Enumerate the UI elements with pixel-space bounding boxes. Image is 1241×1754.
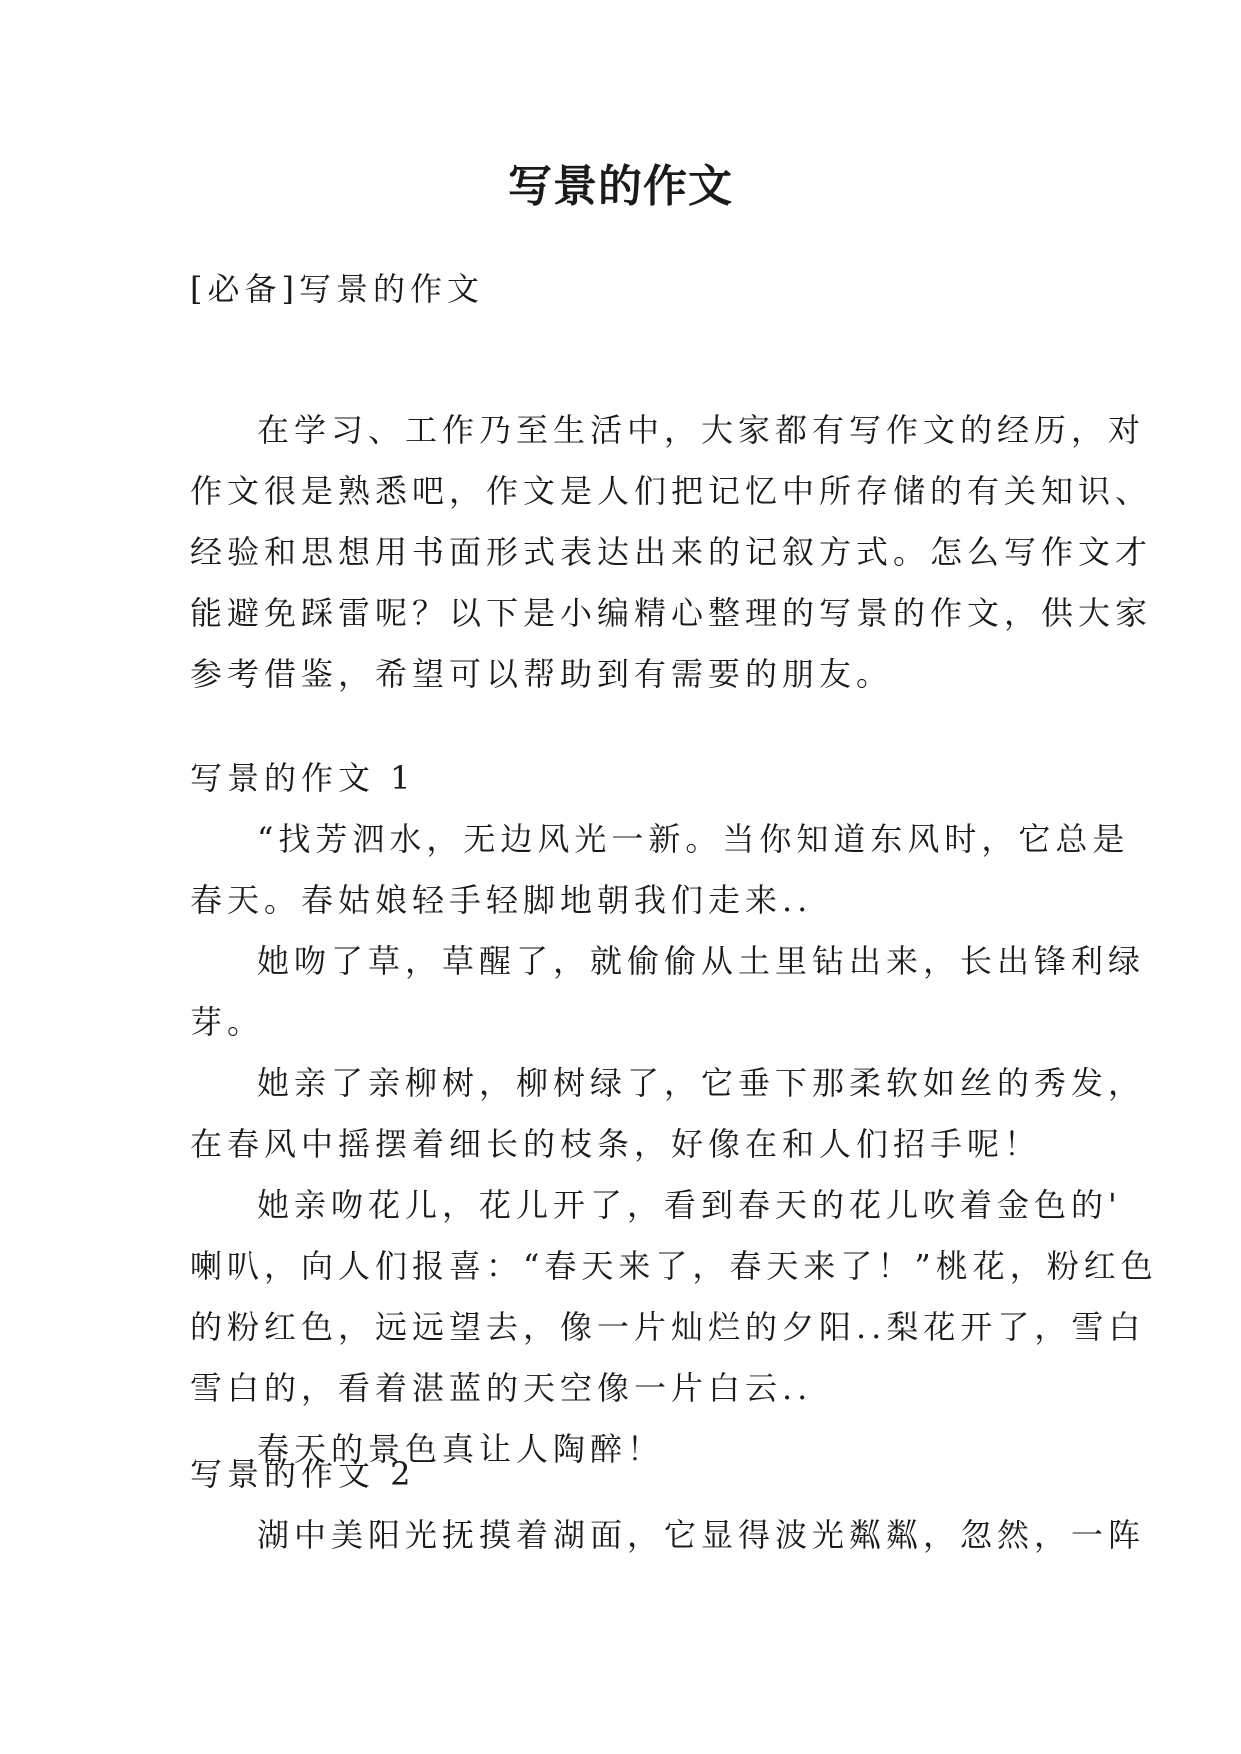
- body-line: 湖中美阳光抚摸着湖面，它显得波光粼粼，忽然，一阵: [257, 1516, 1146, 1554]
- body-line: 春天的景色真让人陶醉！: [257, 1430, 665, 1468]
- intro-line: 能避免踩雷呢？以下是小编精心整理的写景的作文，供大家: [190, 594, 1153, 632]
- intro-paragraph: [190, 400, 1153, 705]
- body-line: 喇叭，向人们报喜：“春天来了，春天来了！”桃花，粉红色: [190, 1247, 1158, 1285]
- section-body: [190, 809, 1158, 1480]
- body-line: 她亲吻花儿，花儿开了，看到春天的花儿吹着金色的': [257, 1186, 1122, 1224]
- body-line: 的粉红色，远远望去，像一片灿烂的夕阳..梨花开了，雪白: [190, 1308, 1146, 1346]
- intro-line: 作文很是熟悉吧，作文是人们把记忆中所存储的有关知识、: [190, 472, 1153, 510]
- section-heading: 写景的作文 1: [190, 759, 416, 797]
- intro-line: 经验和思想用书面形式表达出来的记叙方式。怎么写作文才: [190, 533, 1153, 571]
- document-title: 写景的作文: [508, 161, 733, 212]
- body-line: 她亲了亲柳树，柳树绿了，它垂下那柔软如丝的秀发，: [257, 1064, 1146, 1102]
- intro-line: 在学习、工作乃至生活中，大家都有写作文的经历，对: [257, 411, 1146, 449]
- body-line: “找芳泗水，无边风光一新。当你知道东风时，它总是: [257, 820, 1130, 858]
- section-body: [190, 1505, 1146, 1566]
- body-line: 雪白的，看着湛蓝的天空像一片白云..: [190, 1369, 813, 1407]
- section-heading: 写景的作文 2: [190, 1455, 416, 1493]
- body-line: 她吻了草，草醒了，就偷偷从土里钻出来，长出锋利绿: [257, 942, 1146, 980]
- body-line: 芽。: [190, 1003, 265, 1041]
- intro-line: 参考借鉴，希望可以帮助到有需要的朋友。: [190, 655, 894, 693]
- document-subtitle: [必备]写景的作文: [190, 270, 484, 308]
- body-line: 春天。春姑娘轻手轻脚地朝我们走来..: [190, 881, 813, 919]
- body-line: 在春风中摇摆着细长的枝条，好像在和人们招手呢！: [190, 1125, 1042, 1163]
